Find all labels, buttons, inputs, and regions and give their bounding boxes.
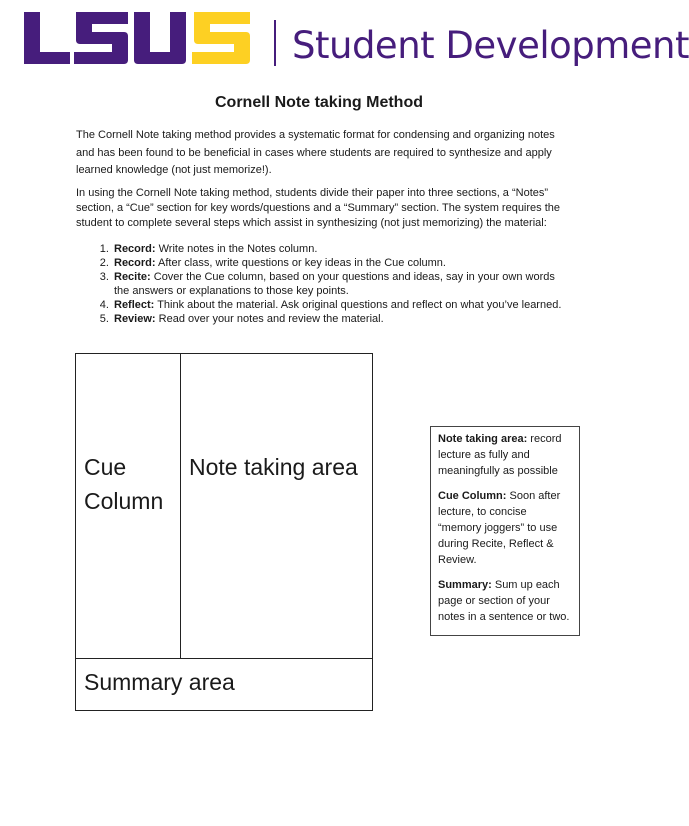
lsus-logo <box>24 12 264 68</box>
step-item <box>112 242 564 256</box>
legend-box <box>430 426 580 636</box>
page-title: Cornell Note taking Method <box>215 94 423 111</box>
step-item <box>112 270 564 298</box>
legend-item <box>438 431 572 479</box>
step-term: Review: <box>114 313 156 325</box>
step-text: Write notes in the Notes column. <box>155 243 318 255</box>
legend-text: record lecture as fully and meaningfully as possible <box>438 433 562 477</box>
legend-term: Note taking area: <box>438 433 528 445</box>
legend-item <box>438 577 572 625</box>
legend-term: Summary: <box>438 579 492 591</box>
page-header <box>24 12 689 72</box>
legend-item <box>438 488 572 568</box>
legend-term: Cue Column: <box>438 490 507 502</box>
step-item <box>112 312 564 326</box>
step-term: Recite: <box>114 271 151 283</box>
steps-list <box>76 242 564 326</box>
legend-text: Sum up each page or section of your notes in a sentence or two. <box>438 579 570 623</box>
step-term: Reflect: <box>114 299 155 311</box>
brand-text: Student Development <box>292 24 689 67</box>
cue-column <box>76 354 181 658</box>
intro-paragraph-1: The Cornell Note taking method provides a systematic format for condensing and organizing notes and has been found to be beneficial in cases where students are required to synthesize and apply learned knowledge (not just memorize!). <box>76 129 555 176</box>
step-text: Cover the Cue column, based on your questions and ideas, say in your own words the answers or explanations to those key points. <box>114 271 555 297</box>
step-text: Think about the material. Ask original questions and reflect on what you’ve learned. <box>154 299 562 311</box>
step-item <box>112 256 564 270</box>
step-item <box>112 298 564 312</box>
legend-text: Soon after lecture, to concise “memory joggers” to use during Recite, Reflect & Review. <box>438 490 561 566</box>
cue-column-label: Cue Column <box>84 454 164 514</box>
step-text: After class, write questions or key ideas in the Cue column. <box>155 257 446 269</box>
summary-area <box>76 658 372 712</box>
note-area-label: Note taking area <box>189 454 358 480</box>
step-text: Read over your notes and review the material. <box>155 313 384 325</box>
brand-divider <box>274 20 276 66</box>
step-term: Record: <box>114 243 156 255</box>
intro-paragraph-2: In using the Cornell Note taking method, students divide their paper into three sections, a “Notes” section, a “Cue” section for key words/questions and a “Summary” section. The system requires the student to complete several steps which assist in synthesizing (not just memorizing) the material: <box>76 187 561 229</box>
cornell-diagram <box>75 353 373 711</box>
summary-area-label: Summary area <box>84 669 235 695</box>
step-term: Record: <box>114 257 156 269</box>
